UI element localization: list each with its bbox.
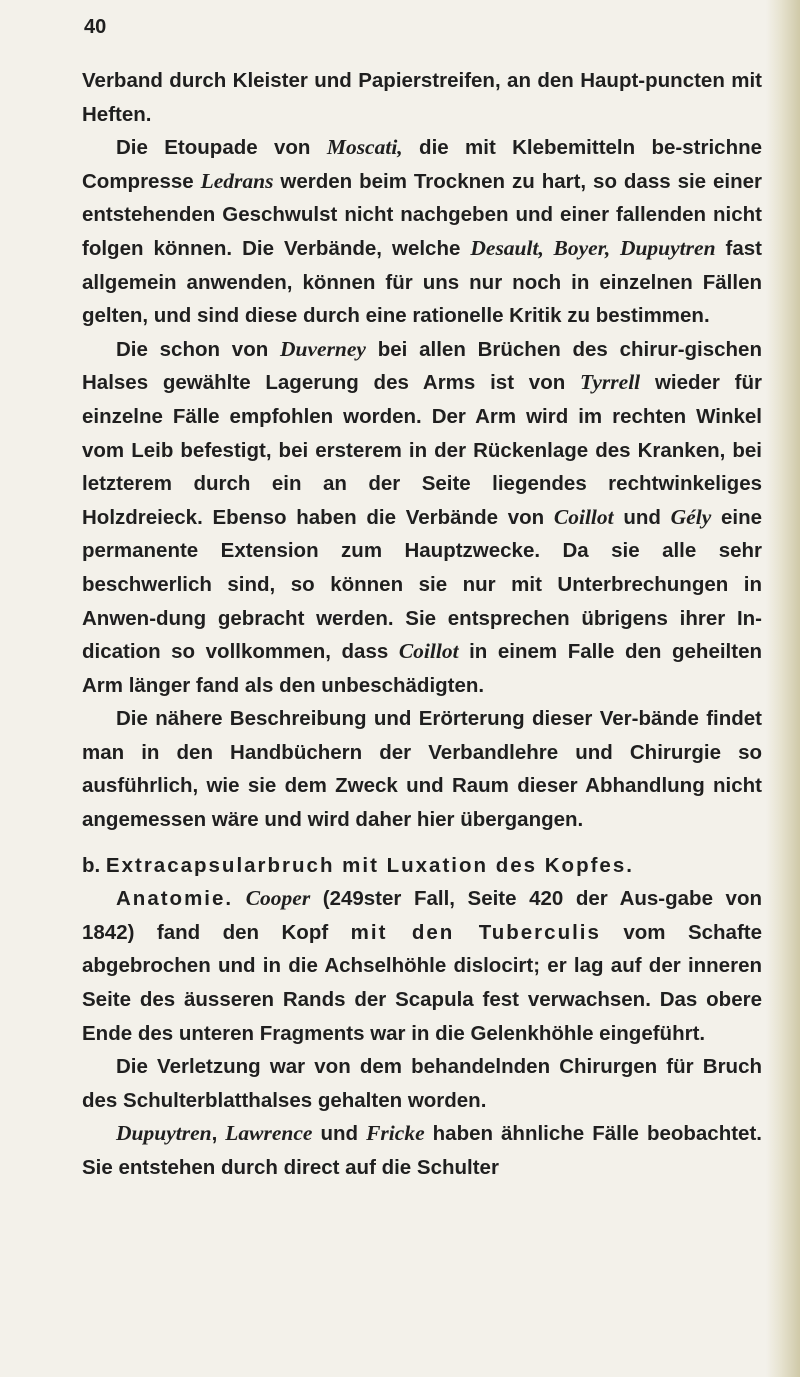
emphasized-text: mit den Tuberculis [350, 920, 601, 944]
page-edge-shadow [766, 0, 800, 1377]
text-run: Die Etoupade von [116, 136, 327, 160]
author-name: Coillot [553, 504, 614, 529]
text-run: wieder für einzelne Fälle empfohlen worden. Der Arm wird im rechten Winkel vom Leib befestigt, bei ersterem in der Rückenlage des Kranken, bei letzterem durch ein an der Seite liegendes rechtwinkeliges Holzdreieck. Ebenso haben die Verbände von [82, 371, 762, 529]
paragraph [82, 64, 762, 131]
author-name: Tyrrell [580, 370, 641, 395]
text-run: werden beim Trocknen zu hart, so dass sie einer entstehenden Geschwulst nicht nachgeben und einer fallenden nicht folgen können. Die Verbände, welche [82, 169, 763, 260]
page-text [82, 64, 762, 1185]
section-heading [82, 849, 762, 883]
author-name: Gély [670, 504, 712, 529]
subsection-label: Anatomie. [116, 887, 234, 911]
author-name: Ledrans [200, 168, 274, 193]
text-run: Verband durch Kleister und Papierstreifen, an den Haupt-puncten mit Heften. [82, 69, 762, 126]
text-run: und [613, 505, 671, 529]
paragraph [82, 702, 762, 836]
section-letter: b. [82, 853, 106, 877]
text-run: und [312, 1122, 367, 1146]
paragraph [82, 131, 762, 333]
page-number: 40 [84, 16, 107, 38]
text-run: die mit Klebemitteln be-strichne Compresse [82, 136, 763, 193]
author-name: Dupuytren [116, 1121, 212, 1146]
paragraph [82, 1117, 762, 1184]
author-name: Moscati, [326, 135, 403, 160]
text-run: bei allen Brüchen des chirur-gischen Halses gewählte Lagerung des Arms ist von [82, 337, 762, 395]
paragraph [82, 882, 762, 1050]
author-name: Lawrence [225, 1121, 313, 1146]
text-run: in einem Falle den geheilten Arm länger fand als den unbeschädigten. [82, 640, 762, 697]
text-run: haben ähnliche Fälle beobachtet. Sie entstehen durch direct auf die Schulter [82, 1122, 762, 1179]
text-run: fast allgemein anwenden, können für uns nur noch in einzelnen Fällen gelten, und sind diese durch eine rationelle Kritik zu bestimmen. [82, 236, 762, 328]
text-run: (249ster Fall, Seite 420 der Aus-gabe von 1842) fand den Kopf [82, 887, 762, 944]
text-run: Die schon von [116, 337, 280, 361]
text-run: eine permanente Extension zum Hauptzwecke. Da sie alle sehr beschwerlich sind, so können sie nur mit Unterbrechungen in Anwen-dung gebracht werden. Sie entsprechen übrigens ihrer In-dication so vollkommen, dass [82, 505, 762, 664]
author-name: Cooper [245, 886, 311, 911]
author-name: Duverney [280, 336, 366, 361]
author-name: Desault, Boyer, Dupuytren [470, 235, 716, 260]
paragraph [82, 333, 762, 703]
text-run: , [211, 1122, 226, 1146]
section-title: Extracapsularbruch mit Luxation des Kopfes. [105, 853, 634, 877]
author-name: Fricke [366, 1121, 425, 1146]
paragraph [82, 1050, 762, 1117]
text-run: Die nähere Beschreibung und Erörterung dieser Ver-bände findet man in den Handbüchern der Verbandlehre und Chirurgie so ausführlich, wie sie dem Zweck und Raum dieser Abhandlung nicht angemessen wäre und wird daher hier übergangen. [82, 707, 762, 832]
text-run [233, 887, 246, 910]
text-run: vom Schafte abgebrochen und in die Achselhöhle dislocirt; er lag auf der inneren Seite des äusseren Rands der Scapula fest verwachsen. Das obere Ende des unteren Fragments war in die Gelenkhöhle eingeführt. [82, 920, 762, 1045]
text-run: Die Verletzung war von dem behandelnden Chirurgen für Bruch des Schulterblatthalses gehalten worden. [82, 1055, 762, 1112]
author-name: Coillot [398, 639, 459, 664]
